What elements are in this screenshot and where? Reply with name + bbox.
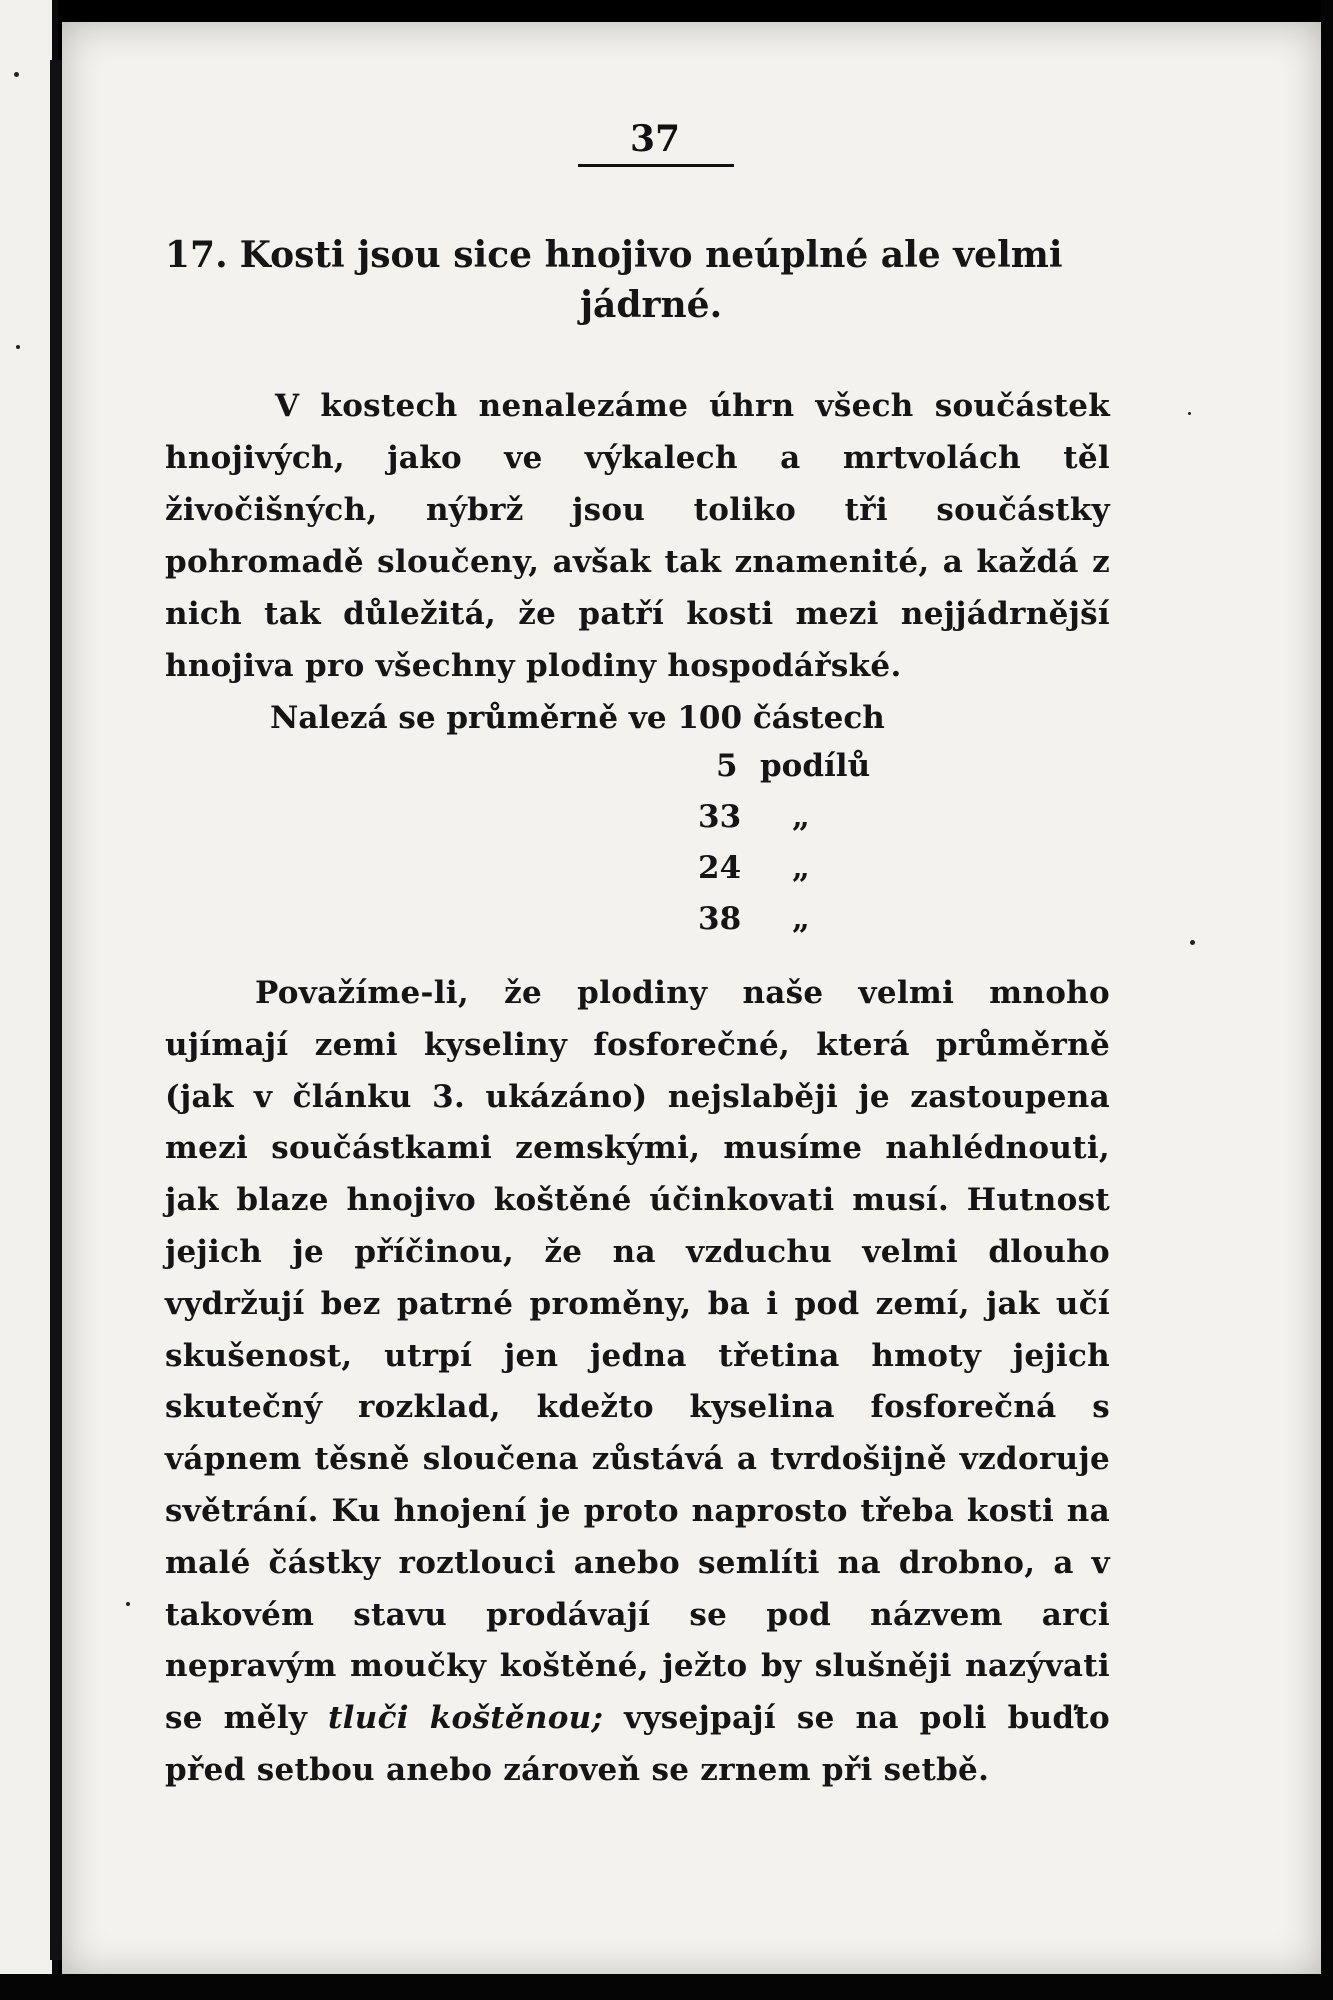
component-value: 5 — [716, 748, 738, 784]
section-title-line2: jádrné. — [580, 284, 723, 326]
component-value: 38 — [698, 901, 742, 937]
page-number: 37 — [629, 118, 681, 160]
paragraph-2-italic: tluči koštěnou; — [328, 1700, 604, 1737]
component-unit: „ — [792, 901, 810, 937]
component-unit: „ — [792, 850, 810, 886]
composition-lead: Nalezá se průměrně ve 100 částech — [270, 700, 885, 736]
component-unit: podílů — [760, 748, 871, 784]
section-heading — [165, 230, 1110, 330]
paragraph-2-end: vysejpají se na poli buďto před setbou anebo zároveň se zrnem při setbě. — [165, 1700, 1110, 1788]
page-number-rule — [578, 164, 734, 167]
paragraph-1: V kostech nenalezáme úhrn všech součástek hnojivých, jako ve výkalech a mrtvolách těl živočišných, nýbrž jsou toliko tři součástky pohromadě sloučeny, avšak tak znamenité, a každá z nich tak důležitá, že patří kosti mezi nejjádrnější hnojiva pro všechny plodiny hospodářské. — [165, 388, 1110, 684]
component-unit: „ — [792, 799, 810, 835]
paragraph-2-text: Považíme-li, že plodiny naše velmi mnoho ujímají zemi kyseliny fosforečné, která průměrně (jak v článku 3. ukázáno) nejslaběji je zastoupena mezi součástkami zemskými, musíme nahlédnouti, jak blaze hnojivo koštěné účinkovati musí. Hutnost jejich je příčinou, že na vzduchu velmi dlouho vydržují bez patrné proměny, ba i pod zemí, jak učí skušenost, utrpí jen jedna třetina hmoty jejich skutečný rozklad, kdežto kyselina fosforečná s vápnem těsně sloučena zůstává a tvrdošijně vzdoruje světrání. Ku hnojení je proto naprosto třeba kosti na malé částky roztlouci anebo semlíti na drobno, a v takovém stavu prodávají se pod názvem arci nepravým moučky koštěné, ježto by slušněji nazývati se měly — [165, 975, 1110, 1737]
scan-border-right — [1321, 0, 1333, 2000]
component-value: 24 — [698, 850, 742, 886]
paragraph-2 — [165, 968, 1110, 1797]
section-number: 17. — [165, 234, 228, 276]
section-title-line1: Kosti jsou sice hnojivo neúplné ale velmi — [239, 234, 1063, 276]
scan-border-bottom — [0, 1974, 1333, 2000]
component-value: 33 — [698, 799, 742, 835]
